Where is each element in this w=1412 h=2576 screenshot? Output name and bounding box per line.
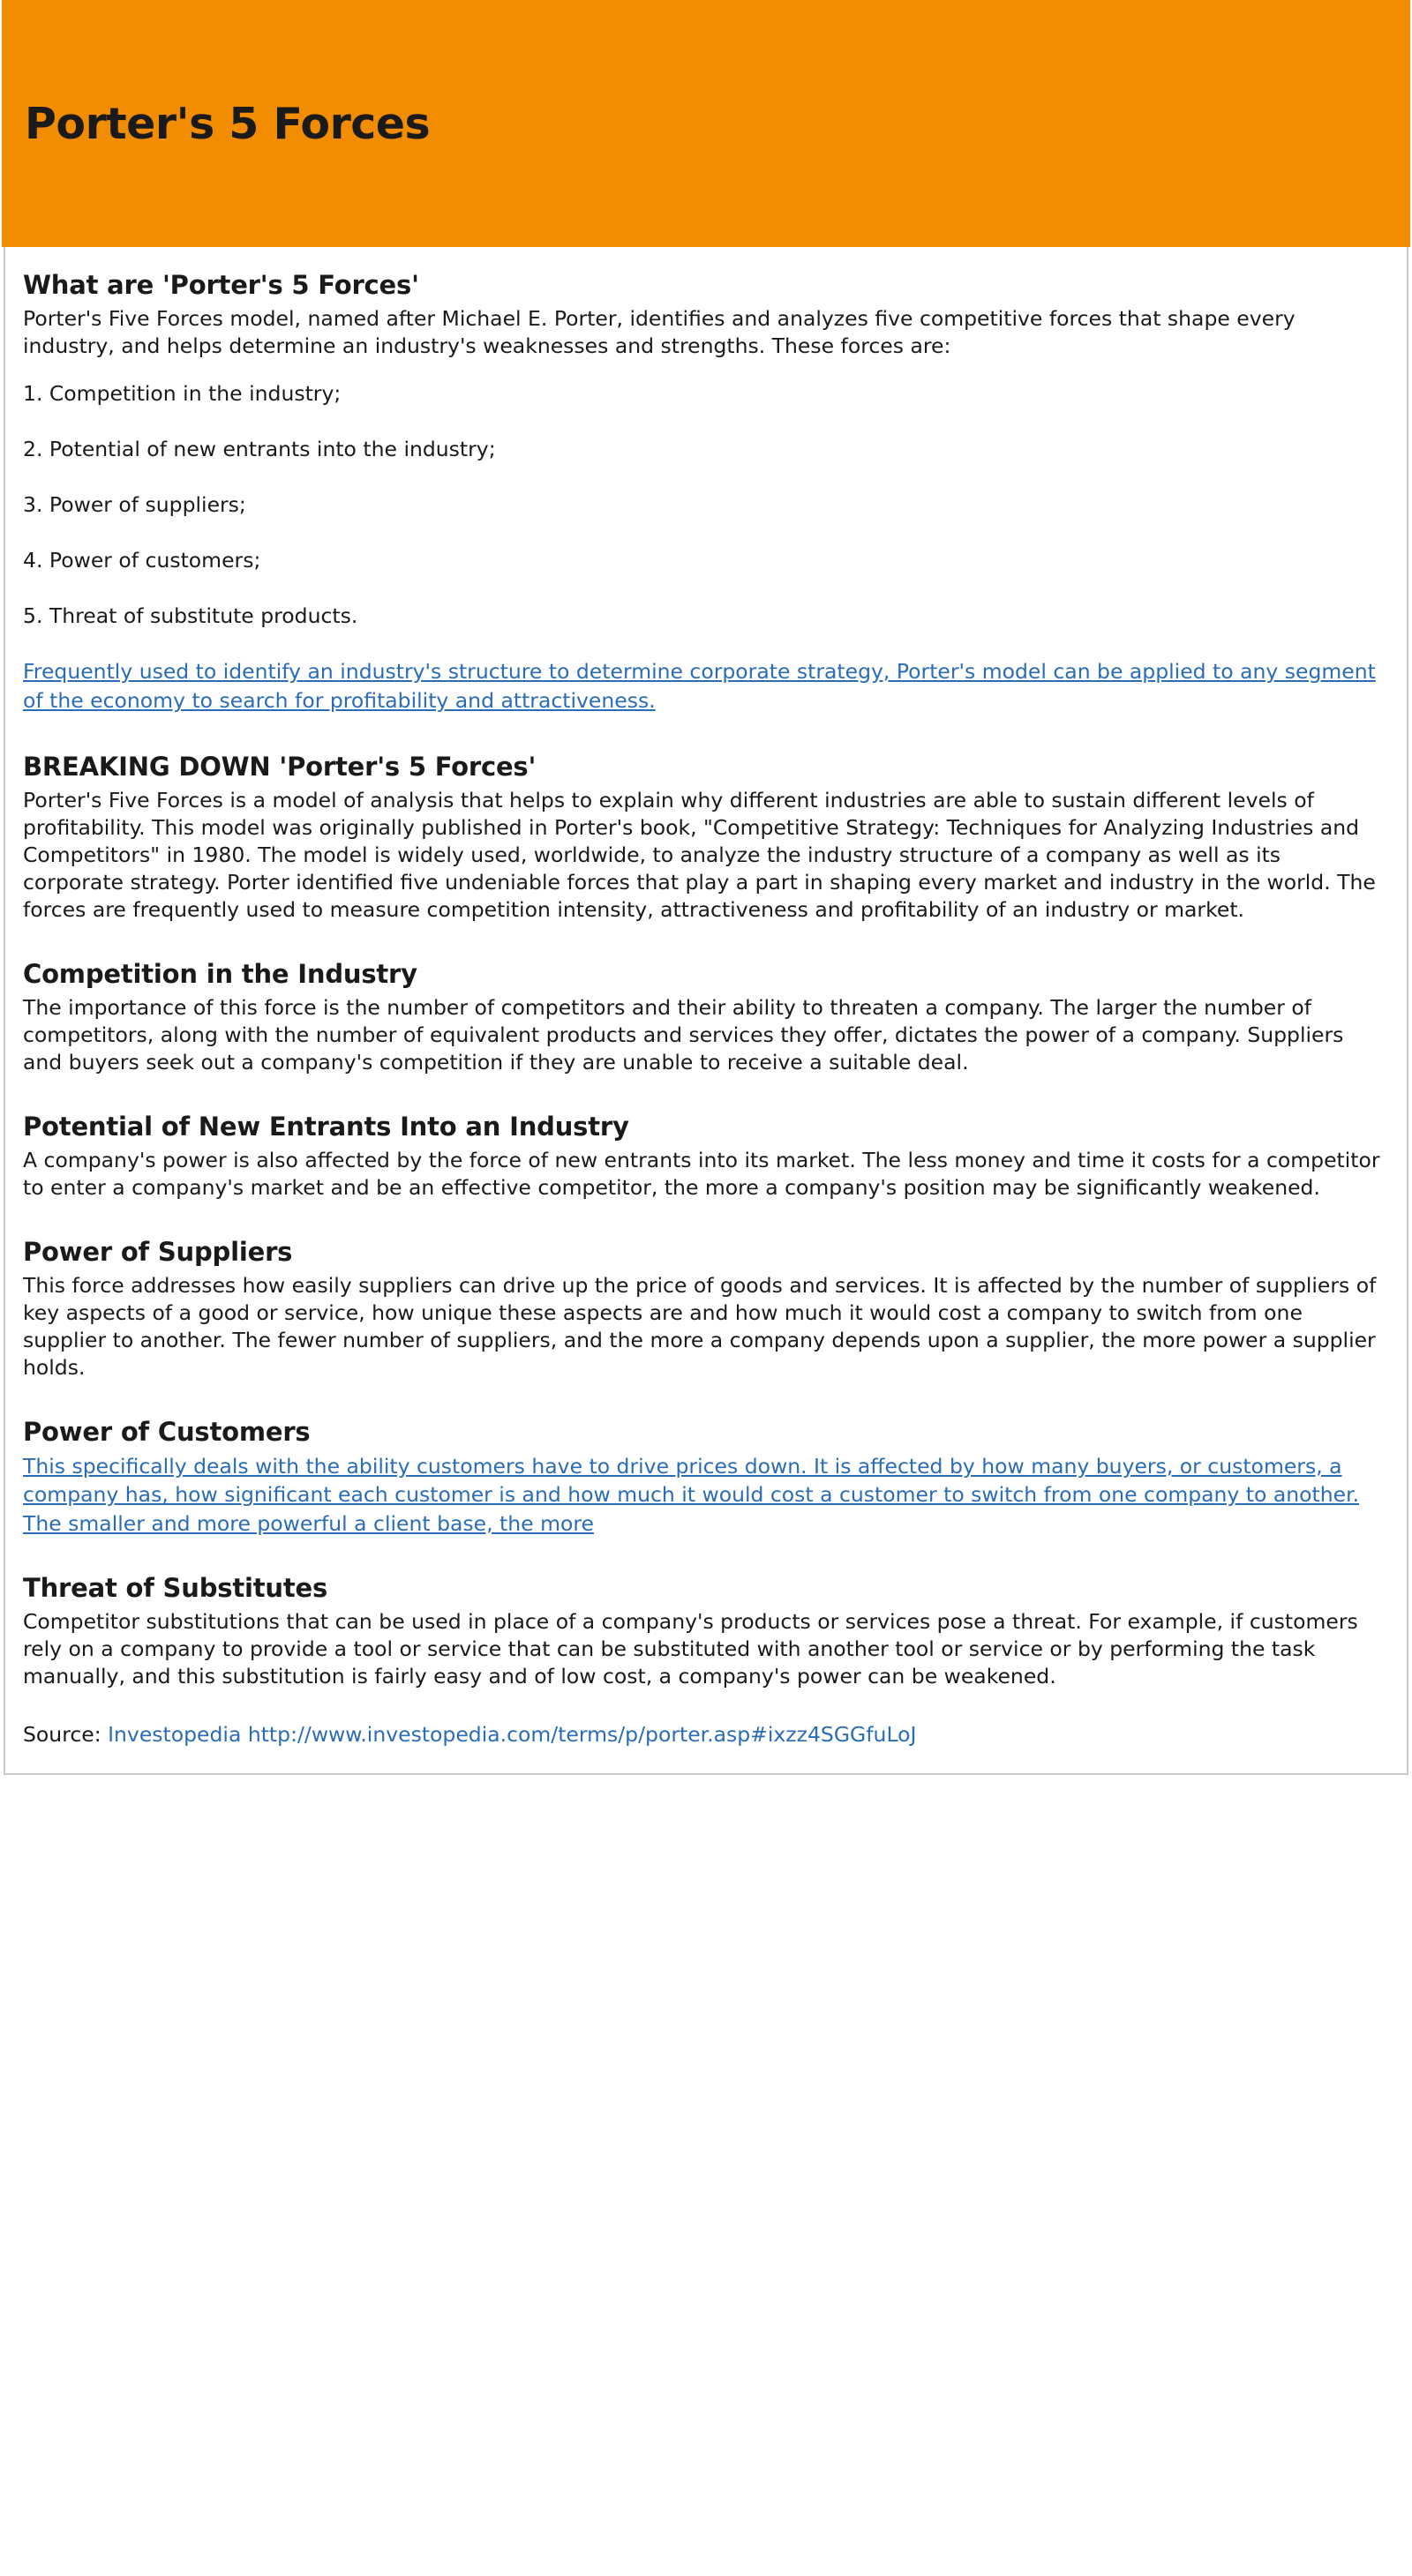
source-link[interactable]: Investopedia http://www.investopedia.com/terms/p/porter.asp#ixzz4SGGfuLoJ [108, 1722, 917, 1748]
document-page [2, 0, 1410, 1775]
section-heading-competition: Competition in the Industry [23, 958, 417, 989]
section-heading-customers: Power of Customers [23, 1417, 311, 1448]
page-banner [2, 0, 1410, 247]
section-paragraph-what-are: Porter's Five Forces model, named after Michael E. Porter, identifies and analyzes five competitive forces that shape every industry, and helps determine an industry's weaknesses and strengths. These forces are: [23, 306, 1296, 359]
list-item: 1. Competition in the industry; [23, 381, 342, 407]
section-heading-new-entrants: Potential of New Entrants Into an Industry [23, 1111, 629, 1142]
section-heading-breaking-down: BREAKING DOWN 'Porter's 5 Forces' [23, 751, 537, 782]
inline-link-paragraph[interactable] [23, 657, 1386, 716]
list-item: 2. Potential of new entrants into the industry; [23, 437, 496, 462]
source-label: Source: [23, 1722, 109, 1748]
section-paragraph-competition: The importance of this force is the number of competitors and their ability to threaten a company. The larger the number of competitors, along with the number of equivalent products and services they offer, dictates the power of a company. Suppliers and buyers seek out a company's competition if they are unable to receive a suitable deal. [23, 994, 1344, 1075]
section-paragraph-new-entrants: A company's power is also affected by the force of new entrants into its market. The less money and time it costs for a competitor to enter a company's market and be an effective competitor, the more a company's position may be significantly weakened. [23, 1147, 1380, 1200]
list-item: 3. Power of suppliers; [23, 492, 246, 518]
section-paragraph-substitutes: Competitor substitutions that can be used in place of a company's products or services pose a threat. For example, if customers rely on a company to provide a tool or service that can be substituted with another tool or service or by performing the task manually, and this substitution is fairly easy and of low cost, a company's power can be weakened. [23, 1609, 1358, 1689]
link-text-corporate-strategy[interactable]: Frequently used to identify an industry's structure to determine corporate strategy, Porter's model can be applied to any segment of the economy to search for profitability and attractiveness. [23, 659, 1376, 714]
section-heading-substitutes: Threat of Substitutes [23, 1573, 328, 1604]
section-heading-suppliers: Power of Suppliers [23, 1236, 293, 1267]
list-item: 4. Power of customers; [23, 548, 261, 573]
section-paragraph-breaking-down: Porter's Five Forces is a model of analysis that helps to explain why different industries are able to sustain different levels of profitability. This model was originally published in Porter's book, "Competitive Strategy: Techniques for Analyzing Industries and Competitors" in 1980. The model is widely used, worldwide, to analyze the industry structure of a company as well as its corporate strategy. Porter identified five undeniable forces that play a part in shaping every market and industry in the world. The forces are frequently used to measure competition intensity, attractiveness and profitability of an industry or market. [23, 787, 1376, 922]
section-paragraph-customers[interactable]: This specifically deals with the ability customers have to drive prices down. It is affected by how many buyers, or customers, a company has, how significant each customer is and how much it would cost a customer to switch from one company to another. The smaller and more powerful a client base, the more [23, 1454, 1360, 1536]
page-title: Porter's 5 Forces [25, 98, 431, 149]
source-line [23, 1722, 1386, 1747]
section-paragraph-suppliers: This force addresses how easily suppliers can drive up the price of goods and services. It is affected by the number of suppliers of key aspects of a good or service, how unique these aspects are and how much it would cost a company to switch from one supplier to another. The fewer number of suppliers, and the more a company depends upon a supplier, the more power a supplier holds. [23, 1272, 1377, 1381]
list-item: 5. Threat of substitute products. [23, 603, 358, 629]
section-heading-what-are: What are 'Porter's 5 Forces' [23, 270, 419, 300]
document-content [4, 247, 1408, 1775]
